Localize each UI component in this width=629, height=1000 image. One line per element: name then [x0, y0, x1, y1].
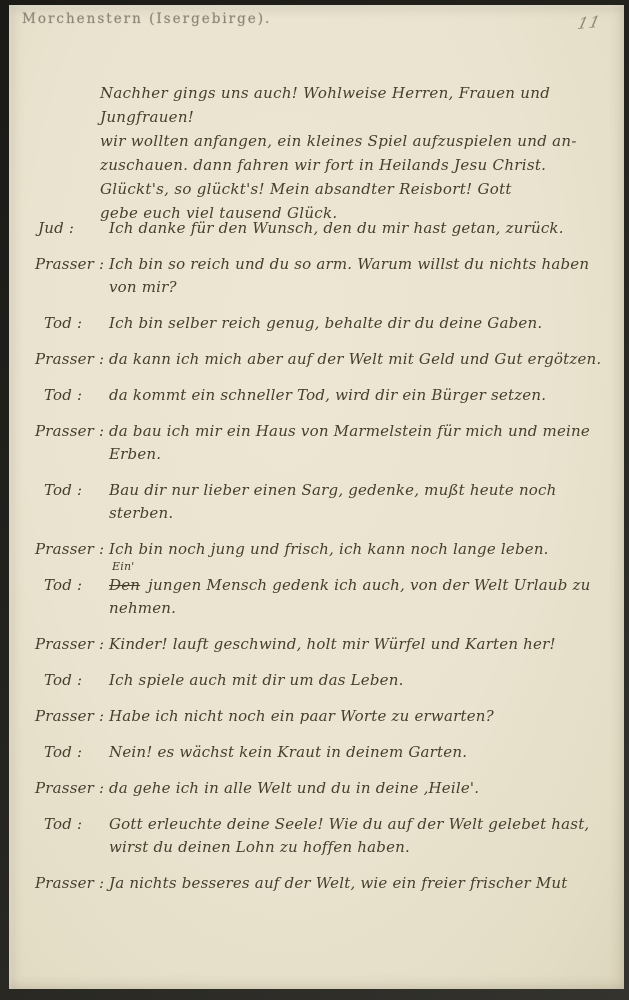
dialogue-entry [35, 705, 616, 728]
dialogue-text: Ich bin selber reich genug, behalte dir du deine Gaben. [109, 314, 543, 332]
speaker-label: Tod : [44, 386, 83, 404]
dialogue-entry [35, 560, 616, 620]
dialogue-text: Ich bin so reich und du so arm. Warum willst du nichts haben von mir? [109, 255, 590, 296]
dialogue-text: Habe ich nicht noch ein paar Worte zu erwarten? [109, 707, 494, 725]
speaker-label: Prasser : [35, 540, 105, 558]
opening-line: Glückt's, so glückt's! Mein absandter Reisbort! Gott [100, 180, 512, 198]
dialogue-text: Kinder! lauft geschwind, holt mir Würfel und Karten her! [109, 635, 556, 653]
dialogue-entry [35, 384, 616, 407]
dialogue-entry [35, 633, 616, 656]
speaker-label: Jud : [38, 219, 75, 237]
opening-paragraph [100, 81, 622, 225]
dialogue-list [35, 217, 616, 908]
dialogue-text: Ein' Den jungen Mensch gedenk ich auch, von der Welt Urlaub zu nehmen. [109, 560, 591, 617]
dialogue-text: Ich spiele auch mit dir um das Leben. [109, 671, 404, 689]
dialogue-entry [35, 348, 616, 371]
dialogue-entry [35, 538, 616, 561]
struck-word: Den [109, 576, 141, 594]
speaker-label: Prasser : [35, 707, 105, 725]
dialogue-text: Ja nichts besseres auf der Welt, wie ein freier frischer Mut [109, 874, 568, 892]
handwritten-correction [109, 560, 141, 597]
dialogue-entry [35, 253, 616, 299]
opening-line: wir wollten anfangen, ein kleines Spiel aufzuspielen und an- [100, 132, 577, 150]
dialogue-entry [35, 777, 616, 800]
dialogue-text: da kommt ein schneller Tod, wird dir ein Bürger setzen. [109, 386, 547, 404]
dialogue-entry [35, 420, 616, 466]
speaker-label: Prasser : [35, 350, 105, 368]
manuscript-page [9, 5, 624, 989]
dialogue-entry [35, 741, 616, 764]
speaker-label: Prasser : [35, 255, 105, 273]
speaker-label: Tod : [44, 576, 83, 594]
dialogue-text: Gott erleuchte deine Seele! Wie du auf der Welt gelebet hast, wirst du deinen Lohn zu hoffen haben. [109, 815, 590, 856]
opening-line: zuschauen. dann fahren wir fort in Heilands Jesu Christ. [100, 156, 547, 174]
dialogue-entry [35, 669, 616, 692]
dialogue-entry [35, 479, 616, 525]
speaker-label: Prasser : [35, 874, 105, 892]
speaker-label: Prasser : [35, 422, 105, 440]
inserted-word: Ein' [112, 560, 135, 573]
dialogue-text: da gehe ich in alle Welt und du in deine ‚Heile'. [109, 779, 480, 797]
dialogue-entry [35, 217, 616, 240]
speaker-label: Prasser : [35, 779, 105, 797]
speaker-label: Tod : [44, 743, 83, 761]
dialogue-text: Ich bin noch jung und frisch, ich kann noch lange leben. [109, 540, 549, 558]
dialogue-text: da kann ich mich aber auf der Welt mit Geld und Gut ergötzen. [109, 350, 602, 368]
opening-line: Nachher gings uns auch! Wohlweise Herren, Frauen und Jungfrauen! [100, 84, 551, 126]
dialogue-text: da bau ich mir ein Haus von Marmelstein für mich und meine Erben. [109, 422, 590, 463]
dialogue-entry [35, 312, 616, 335]
dialogue-text: Nein! es wächst kein Kraut in deinem Garten. [109, 743, 468, 761]
speaker-label: Tod : [44, 314, 83, 332]
dialogue-entry [35, 813, 616, 859]
dialogue-text: Ich danke für den Wunsch, den du mir hast getan, zurück. [109, 219, 564, 237]
speaker-label: Prasser : [35, 635, 105, 653]
opening-line: gebe euch viel tausend Glück. [100, 204, 338, 222]
dialogue-text: Bau dir nur lieber einen Sarg, gedenke, mußt heute noch sterben. [109, 481, 557, 522]
dialogue-entry [35, 872, 616, 895]
page-number: 11 [575, 11, 603, 34]
speaker-label: Tod : [44, 671, 83, 689]
speaker-label: Tod : [44, 815, 83, 833]
place-stamp: Morchenstern (Isergebirge). [22, 11, 272, 27]
speaker-label: Tod : [44, 481, 83, 499]
